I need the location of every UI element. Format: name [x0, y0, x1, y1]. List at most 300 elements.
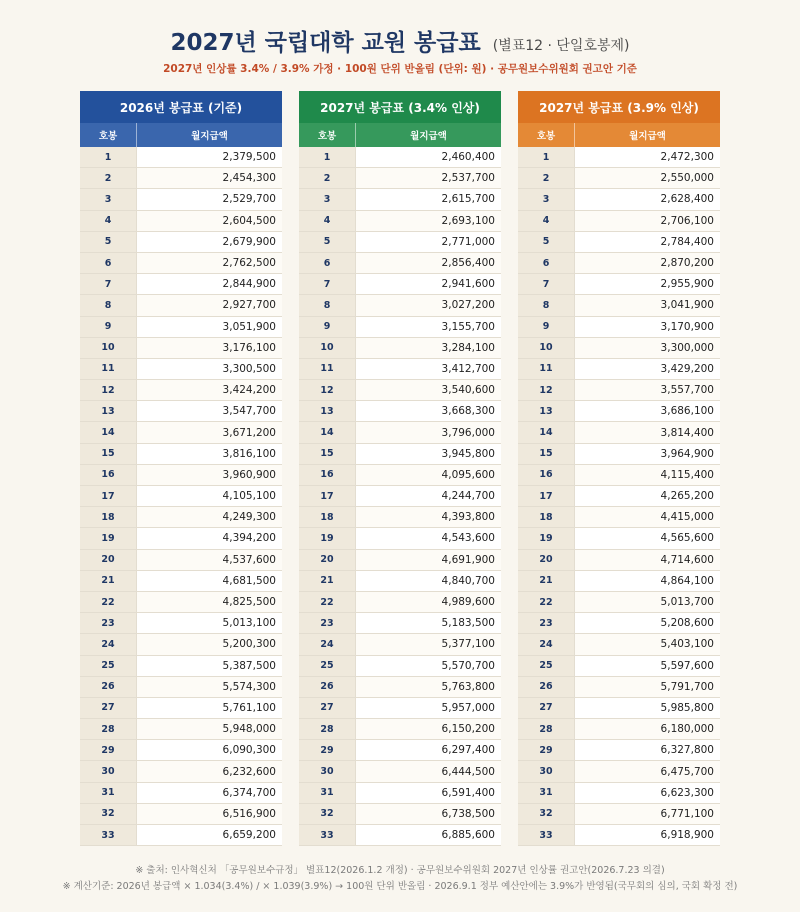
table-row — [80, 444, 282, 465]
grade-cell: 1 — [299, 147, 355, 167]
amount-cell: 5,403,100 — [574, 634, 720, 654]
amount-cell: 3,424,200 — [136, 380, 282, 400]
title-block — [0, 24, 800, 57]
table-row — [518, 783, 720, 804]
table-row — [80, 338, 282, 359]
grade-cell: 7 — [518, 274, 574, 294]
amount-cell: 3,027,200 — [355, 295, 501, 315]
grade-cell: 32 — [80, 804, 136, 824]
amount-cell: 4,115,400 — [574, 465, 720, 485]
table-row — [518, 401, 720, 422]
table-row — [299, 338, 501, 359]
amount-cell: 3,814,400 — [574, 422, 720, 442]
amount-cell: 6,738,500 — [355, 804, 501, 824]
grade-cell: 19 — [299, 528, 355, 548]
table-row — [80, 528, 282, 549]
grade-cell: 16 — [518, 465, 574, 485]
grade-cell: 3 — [518, 189, 574, 209]
page-title-sub: (별표12 · 단일호봉제) — [492, 38, 630, 54]
amount-cell: 5,570,700 — [355, 656, 501, 676]
amount-cell: 5,183,500 — [355, 613, 501, 633]
table-row — [299, 698, 501, 719]
amount-cell: 5,013,100 — [136, 613, 282, 633]
table-row — [299, 295, 501, 316]
column-header-amount: 월지급액 — [574, 123, 720, 147]
grade-cell: 13 — [518, 401, 574, 421]
table-row — [518, 465, 720, 486]
table-row — [299, 232, 501, 253]
amount-cell: 5,200,300 — [136, 634, 282, 654]
grade-cell: 21 — [518, 571, 574, 591]
amount-cell: 4,714,600 — [574, 550, 720, 570]
table-row — [299, 761, 501, 782]
amount-cell: 5,791,700 — [574, 677, 720, 697]
amount-cell: 6,885,600 — [355, 825, 501, 845]
salary-table-2027-34 — [299, 91, 501, 846]
grade-cell: 14 — [518, 422, 574, 442]
grade-cell: 4 — [518, 211, 574, 231]
amount-cell: 3,547,700 — [136, 401, 282, 421]
amount-cell: 4,393,800 — [355, 507, 501, 527]
grade-cell: 12 — [518, 380, 574, 400]
amount-cell: 3,284,100 — [355, 338, 501, 358]
table-row — [518, 592, 720, 613]
amount-cell: 4,244,700 — [355, 486, 501, 506]
table-row — [518, 422, 720, 443]
table-row — [80, 380, 282, 401]
amount-cell: 4,681,500 — [136, 571, 282, 591]
amount-cell: 2,460,400 — [355, 147, 501, 167]
grade-cell: 31 — [518, 783, 574, 803]
table-row — [299, 634, 501, 655]
amount-cell: 4,825,500 — [136, 592, 282, 612]
amount-cell: 6,232,600 — [136, 761, 282, 781]
table-row — [299, 719, 501, 740]
grade-cell: 2 — [80, 168, 136, 188]
amount-cell: 5,948,000 — [136, 719, 282, 739]
table-row — [518, 656, 720, 677]
grade-cell: 28 — [518, 719, 574, 739]
amount-cell: 3,300,000 — [574, 338, 720, 358]
amount-cell: 2,537,700 — [355, 168, 501, 188]
table-row — [518, 825, 720, 846]
table-row — [80, 613, 282, 634]
table-row — [518, 550, 720, 571]
table-row — [518, 232, 720, 253]
grade-cell: 30 — [518, 761, 574, 781]
amount-cell: 2,941,600 — [355, 274, 501, 294]
amount-cell: 2,856,400 — [355, 253, 501, 273]
grade-cell: 33 — [80, 825, 136, 845]
table-row — [299, 189, 501, 210]
amount-cell: 4,864,100 — [574, 571, 720, 591]
table-row — [518, 486, 720, 507]
grade-cell: 10 — [518, 338, 574, 358]
amount-cell: 5,985,800 — [574, 698, 720, 718]
amount-cell: 3,429,200 — [574, 359, 720, 379]
table-row — [299, 147, 501, 168]
grade-cell: 11 — [299, 359, 355, 379]
table-row — [80, 804, 282, 825]
grade-cell: 2 — [299, 168, 355, 188]
table-row — [80, 401, 282, 422]
grade-cell: 26 — [299, 677, 355, 697]
table-row — [299, 359, 501, 380]
grade-cell: 22 — [299, 592, 355, 612]
grade-cell: 29 — [80, 740, 136, 760]
grade-cell: 32 — [299, 804, 355, 824]
table-title: 2027년 봉급표 (3.4% 인상) — [299, 91, 501, 123]
grade-cell: 18 — [80, 507, 136, 527]
amount-cell: 3,176,100 — [136, 338, 282, 358]
table-row — [299, 486, 501, 507]
amount-cell: 6,591,400 — [355, 783, 501, 803]
amount-cell: 5,574,300 — [136, 677, 282, 697]
grade-cell: 20 — [80, 550, 136, 570]
table-row — [518, 147, 720, 168]
grade-cell: 16 — [299, 465, 355, 485]
amount-cell: 5,763,800 — [355, 677, 501, 697]
table-row — [80, 317, 282, 338]
grade-cell: 19 — [518, 528, 574, 548]
grade-cell: 15 — [80, 444, 136, 464]
table-row — [299, 783, 501, 804]
table-row — [299, 465, 501, 486]
amount-cell: 6,918,900 — [574, 825, 720, 845]
table-row — [518, 719, 720, 740]
table-row — [518, 359, 720, 380]
grade-cell: 1 — [518, 147, 574, 167]
column-header — [299, 123, 501, 147]
grade-cell: 25 — [299, 656, 355, 676]
table-row — [80, 634, 282, 655]
table-row — [518, 274, 720, 295]
grade-cell: 17 — [80, 486, 136, 506]
amount-cell: 5,761,100 — [136, 698, 282, 718]
amount-cell: 5,377,100 — [355, 634, 501, 654]
amount-cell: 3,668,300 — [355, 401, 501, 421]
grade-cell: 27 — [299, 698, 355, 718]
amount-cell: 4,840,700 — [355, 571, 501, 591]
grade-cell: 3 — [80, 189, 136, 209]
amount-cell: 4,249,300 — [136, 507, 282, 527]
grade-cell: 17 — [518, 486, 574, 506]
table-row — [80, 698, 282, 719]
amount-cell: 4,543,600 — [355, 528, 501, 548]
grade-cell: 3 — [299, 189, 355, 209]
amount-cell: 6,771,100 — [574, 804, 720, 824]
table-row — [80, 656, 282, 677]
table-row — [299, 592, 501, 613]
grade-cell: 16 — [80, 465, 136, 485]
grade-cell: 28 — [80, 719, 136, 739]
amount-cell: 2,550,000 — [574, 168, 720, 188]
amount-cell: 2,955,900 — [574, 274, 720, 294]
table-row — [80, 465, 282, 486]
table-row — [299, 825, 501, 846]
table-row — [299, 571, 501, 592]
amount-cell: 2,379,500 — [136, 147, 282, 167]
amount-cell: 2,844,900 — [136, 274, 282, 294]
table-row — [80, 740, 282, 761]
table-row — [80, 761, 282, 782]
table-row — [518, 253, 720, 274]
grade-cell: 11 — [80, 359, 136, 379]
grade-cell: 15 — [518, 444, 574, 464]
table-row — [299, 677, 501, 698]
table-row — [518, 740, 720, 761]
table-row — [518, 444, 720, 465]
table-title: 2026년 봉급표 (기준) — [80, 91, 282, 123]
table-row — [518, 634, 720, 655]
table-title: 2027년 봉급표 (3.9% 인상) — [518, 91, 720, 123]
table-row — [518, 528, 720, 549]
table-row — [299, 507, 501, 528]
grade-cell: 24 — [80, 634, 136, 654]
table-row — [80, 825, 282, 846]
grade-cell: 5 — [518, 232, 574, 252]
amount-cell: 6,623,300 — [574, 783, 720, 803]
grade-cell: 29 — [299, 740, 355, 760]
grade-cell: 9 — [518, 317, 574, 337]
amount-cell: 2,927,700 — [136, 295, 282, 315]
grade-cell: 13 — [299, 401, 355, 421]
amount-cell: 2,870,200 — [574, 253, 720, 273]
grade-cell: 29 — [518, 740, 574, 760]
amount-cell: 5,208,600 — [574, 613, 720, 633]
grade-cell: 13 — [80, 401, 136, 421]
grade-cell: 18 — [518, 507, 574, 527]
table-row — [299, 528, 501, 549]
grade-cell: 23 — [518, 613, 574, 633]
table-row — [80, 168, 282, 189]
page-title — [171, 30, 630, 56]
grade-cell: 5 — [80, 232, 136, 252]
amount-cell: 3,960,900 — [136, 465, 282, 485]
amount-cell: 5,957,000 — [355, 698, 501, 718]
amount-cell: 3,816,100 — [136, 444, 282, 464]
table-row — [518, 317, 720, 338]
table-row — [299, 444, 501, 465]
column-header-amount: 월지급액 — [355, 123, 501, 147]
table-row — [299, 804, 501, 825]
table-row — [518, 613, 720, 634]
amount-cell: 4,095,600 — [355, 465, 501, 485]
grade-cell: 19 — [80, 528, 136, 548]
table-row — [299, 550, 501, 571]
amount-cell: 4,394,200 — [136, 528, 282, 548]
table-row — [518, 804, 720, 825]
amount-cell: 6,475,700 — [574, 761, 720, 781]
amount-cell: 3,686,100 — [574, 401, 720, 421]
amount-cell: 4,537,600 — [136, 550, 282, 570]
page-subtitle: 2027년 인상률 3.4% / 3.9% 가정 · 100원 단위 반올림 (단위: 원) · 공무원보수위원회 권고안 기준 — [163, 63, 637, 75]
table-row — [80, 274, 282, 295]
table-row — [518, 571, 720, 592]
grade-cell: 9 — [80, 317, 136, 337]
footer-source: ※ 출처: 인사혁신처 「공무원보수규정」 별표12(2026.1.2 개정) · 공무원보수위원회 2027년 인상률 권고안(2026.7.23 의결) — [135, 865, 665, 876]
table-row — [80, 592, 282, 613]
grade-cell: 5 — [299, 232, 355, 252]
table-row — [80, 147, 282, 168]
table-row — [518, 698, 720, 719]
table-row — [80, 571, 282, 592]
table-row — [80, 550, 282, 571]
grade-cell: 33 — [518, 825, 574, 845]
table-row — [518, 168, 720, 189]
amount-cell: 6,659,200 — [136, 825, 282, 845]
amount-cell: 3,945,800 — [355, 444, 501, 464]
grade-cell: 25 — [80, 656, 136, 676]
amount-cell: 2,454,300 — [136, 168, 282, 188]
grade-cell: 24 — [299, 634, 355, 654]
amount-cell: 2,784,400 — [574, 232, 720, 252]
grade-cell: 31 — [80, 783, 136, 803]
amount-cell: 4,565,600 — [574, 528, 720, 548]
table-row — [299, 401, 501, 422]
table-row — [299, 740, 501, 761]
table-row — [80, 189, 282, 210]
grade-cell: 27 — [80, 698, 136, 718]
table-row — [299, 422, 501, 443]
column-header — [80, 123, 282, 147]
grade-cell: 10 — [80, 338, 136, 358]
amount-cell: 6,090,300 — [136, 740, 282, 760]
amount-cell: 3,557,700 — [574, 380, 720, 400]
table-row — [299, 317, 501, 338]
grade-cell: 17 — [299, 486, 355, 506]
amount-cell: 2,706,100 — [574, 211, 720, 231]
amount-cell: 2,771,000 — [355, 232, 501, 252]
grade-cell: 30 — [299, 761, 355, 781]
amount-cell: 2,472,300 — [574, 147, 720, 167]
amount-cell: 2,529,700 — [136, 189, 282, 209]
grade-cell: 7 — [80, 274, 136, 294]
amount-cell: 3,051,900 — [136, 317, 282, 337]
grade-cell: 31 — [299, 783, 355, 803]
column-header-grade: 호봉 — [317, 131, 337, 142]
amount-cell: 6,150,200 — [355, 719, 501, 739]
table-row — [518, 761, 720, 782]
amount-cell: 4,265,200 — [574, 486, 720, 506]
grade-cell: 4 — [80, 211, 136, 231]
grade-cell: 27 — [518, 698, 574, 718]
table-row — [80, 359, 282, 380]
amount-cell: 6,327,800 — [574, 740, 720, 760]
table-row — [518, 507, 720, 528]
grade-cell: 20 — [518, 550, 574, 570]
table-row — [80, 783, 282, 804]
grade-cell: 33 — [299, 825, 355, 845]
amount-cell: 2,679,900 — [136, 232, 282, 252]
column-header-amount: 월지급액 — [136, 123, 282, 147]
table-row — [299, 380, 501, 401]
grade-cell: 24 — [518, 634, 574, 654]
table-row — [80, 232, 282, 253]
table-row — [80, 507, 282, 528]
amount-cell: 6,516,900 — [136, 804, 282, 824]
table-row — [518, 211, 720, 232]
table-row — [299, 274, 501, 295]
amount-cell: 2,693,100 — [355, 211, 501, 231]
amount-cell: 4,989,600 — [355, 592, 501, 612]
amount-cell: 4,415,000 — [574, 507, 720, 527]
amount-cell: 6,444,500 — [355, 761, 501, 781]
grade-cell: 30 — [80, 761, 136, 781]
grade-cell: 4 — [299, 211, 355, 231]
grade-cell: 6 — [299, 253, 355, 273]
amount-cell: 3,671,200 — [136, 422, 282, 442]
amount-cell: 3,964,900 — [574, 444, 720, 464]
table-row — [80, 211, 282, 232]
amount-cell: 2,615,700 — [355, 189, 501, 209]
table-row — [518, 189, 720, 210]
salary-table-2027-39 — [518, 91, 720, 846]
amount-cell: 2,604,500 — [136, 211, 282, 231]
column-header-grade: 호봉 — [536, 131, 556, 142]
table-row — [299, 168, 501, 189]
grade-cell: 25 — [518, 656, 574, 676]
grade-cell: 23 — [80, 613, 136, 633]
table-row — [80, 486, 282, 507]
table-row — [518, 677, 720, 698]
grade-cell: 28 — [299, 719, 355, 739]
grade-cell: 8 — [299, 295, 355, 315]
grade-cell: 21 — [299, 571, 355, 591]
grade-cell: 23 — [299, 613, 355, 633]
grade-cell: 21 — [80, 571, 136, 591]
amount-cell: 3,155,700 — [355, 317, 501, 337]
grade-cell: 8 — [80, 295, 136, 315]
grade-cell: 22 — [518, 592, 574, 612]
table-row — [518, 338, 720, 359]
grade-cell: 6 — [518, 253, 574, 273]
grade-cell: 12 — [80, 380, 136, 400]
grade-cell: 14 — [80, 422, 136, 442]
table-body — [299, 147, 501, 846]
table-row — [80, 677, 282, 698]
amount-cell: 6,374,700 — [136, 783, 282, 803]
grade-cell: 15 — [299, 444, 355, 464]
table-row — [80, 422, 282, 443]
amount-cell: 3,300,500 — [136, 359, 282, 379]
amount-cell: 6,180,000 — [574, 719, 720, 739]
grade-cell: 26 — [518, 677, 574, 697]
page-title-main: 2027년 국립대학 교원 봉급표 — [170, 30, 481, 56]
table-row — [518, 295, 720, 316]
table-row — [80, 253, 282, 274]
table-row — [299, 613, 501, 634]
table-row — [299, 211, 501, 232]
grade-cell: 8 — [518, 295, 574, 315]
grade-cell: 10 — [299, 338, 355, 358]
salary-table-2026 — [80, 91, 282, 846]
amount-cell: 3,041,900 — [574, 295, 720, 315]
grade-cell: 22 — [80, 592, 136, 612]
amount-cell: 6,297,400 — [355, 740, 501, 760]
table-row — [80, 719, 282, 740]
footer-calculation: ※ 계산기준: 2026년 봉급액 × 1.034(3.4%) / × 1.039(3.9%) → 100원 단위 반올림 · 2026.9.1 정부 예산안에는 3.9%가 반영됨(국무회의 심의, 국회 확정 전) — [62, 881, 738, 892]
grade-cell: 14 — [299, 422, 355, 442]
grade-cell: 7 — [299, 274, 355, 294]
grade-cell: 32 — [518, 804, 574, 824]
table-row — [299, 656, 501, 677]
amount-cell: 4,691,900 — [355, 550, 501, 570]
amount-cell: 5,597,600 — [574, 656, 720, 676]
column-header-grade: 호봉 — [98, 131, 118, 142]
table-row — [518, 380, 720, 401]
table-body — [80, 147, 282, 846]
